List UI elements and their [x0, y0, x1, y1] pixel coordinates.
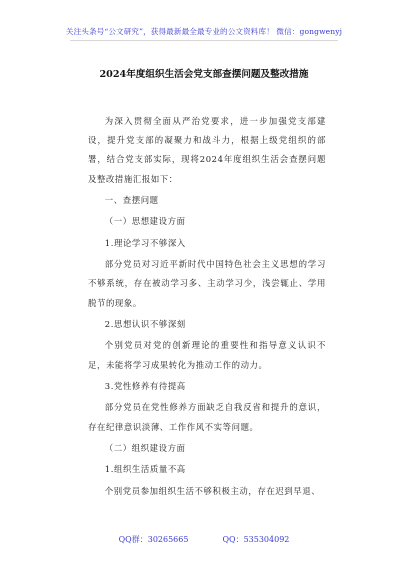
section-heading: 一、查摆问题 — [104, 195, 159, 205]
body-paragraph: 个别党员参加组织生活不够积极主动，存在迟到早退、 — [104, 485, 321, 496]
item-heading: 1.组织生活质量不高 — [104, 464, 186, 475]
footer-contact — [0, 534, 408, 545]
subsection-heading: （一）思想建设方面 — [104, 216, 186, 227]
body-paragraph: 部分党员对习近平新时代中国特色社会主义思想的学习不够系统，存在被动学习多、主动学习少，浅尝辄止、学用脱节的现象。 — [88, 259, 326, 308]
intro-paragraph: 为深入贯彻全面从严治党要求，进一步加强党支部建设，提升党支部的凝聚力和战斗力，根据上级党组织的部署，结合党支部实际，现将2024年度组织生活会查摆问题及整改措施汇报如下： — [88, 116, 326, 184]
header-divider — [70, 40, 338, 41]
body-paragraph: 个别党员对党的创新理论的重要性和指导意义认识不足，未能将学习成果转化为推动工作的动力。 — [88, 340, 326, 370]
footer-qq-group: QQ群：30265665 — [118, 535, 189, 544]
body-paragraph: 部分党员在党性修养方面缺乏自我反省和提升的意识，存在纪律意识淡薄、工作作风不实等问题。 — [88, 402, 326, 432]
item-heading: 2.思想认识不够深刻 — [104, 318, 186, 329]
subsection-heading: （二）组织建设方面 — [104, 442, 186, 453]
item-heading: 3.党性修养有待提高 — [104, 380, 186, 391]
document-body — [88, 112, 326, 501]
header-promo-note: 关注头条号“公文研究”，获得最新最全最专业的公文资料库！ 微信：gongwenyj — [65, 27, 343, 36]
document-title: 2024年度组织生活会党支部查摆问题及整改措施 — [99, 69, 309, 80]
item-heading: 1.理论学习不够深入 — [104, 237, 186, 248]
footer-qq-number: QQ：535304092 — [222, 535, 290, 544]
